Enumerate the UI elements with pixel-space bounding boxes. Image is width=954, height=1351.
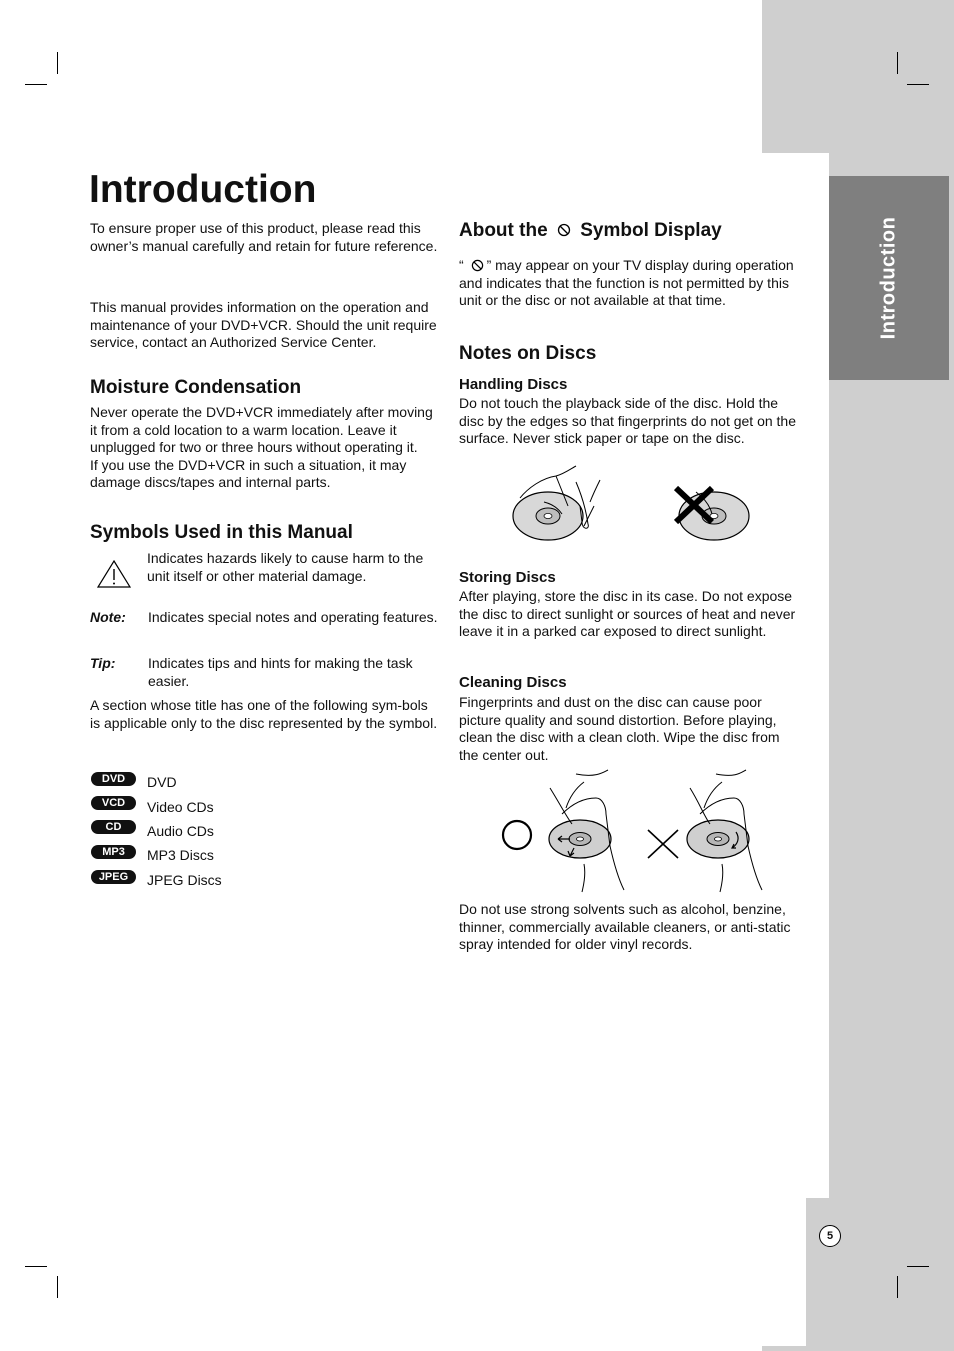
cd-label: Audio CDs [147, 823, 214, 839]
dvd-badge: DVD [91, 772, 136, 786]
intro-paragraph-2: This manual provides information on the operation and maintenance of your DVD+VCR. Should the unit require service, contact an Authorized Service Center. [90, 299, 437, 350]
about-heading-start: About the [459, 220, 548, 241]
side-panel-strip [762, 1346, 954, 1351]
correct-circle-icon [503, 821, 531, 849]
cleaning-heading: Cleaning Discs [459, 674, 567, 691]
crop-mark [907, 84, 929, 85]
about-open-quote: “ [459, 257, 464, 273]
tip-description: Indicates tips and hints for making the task easier. [148, 655, 413, 689]
correct-hold-disc [513, 466, 600, 540]
correct-cleaning-disc [549, 770, 624, 892]
crop-mark [25, 1266, 47, 1267]
cd-badge: CD [91, 820, 136, 834]
storing-body: After playing, store the disc in its case. Do not expose the disc to direct sunlight or sources of heat and never leave it in a parked car exposed to direct sunlight. [459, 588, 796, 639]
about-body-text: ” may appear on your TV display during operation and indicates that the function is not permitted by this unit or the disc or not available at that time. [459, 257, 794, 308]
solvent-warning: Do not use strong solvents such as alcohol, benzine, thinner, commercially available cleaners, or anti-static spray intended for older vinyl records. [459, 901, 791, 952]
side-panel-bottom [806, 1198, 954, 1351]
crop-mark [897, 1276, 898, 1298]
prohibited-symbol-icon [471, 259, 484, 272]
vcd-label: Video CDs [147, 799, 214, 815]
warning-triangle-icon [96, 559, 132, 589]
prohibited-symbol-icon [557, 223, 571, 237]
storing-heading: Storing Discs [459, 569, 556, 586]
tip-label: Tip: [90, 655, 116, 671]
crop-mark [907, 1266, 929, 1267]
crop-mark [57, 52, 58, 74]
about-heading-end: Symbol Display [580, 220, 722, 241]
mp3-label: MP3 Discs [147, 847, 214, 863]
incorrect-hold-disc [676, 488, 749, 540]
dvd-label: DVD [147, 774, 177, 790]
handling-heading: Handling Discs [459, 376, 568, 393]
warning-description: Indicates hazards likely to cause harm to the unit itself or other material damage. [147, 550, 424, 584]
mp3-badge: MP3 [91, 845, 136, 859]
disc-symbol-explanation: A section whose title has one of the following sym-bols is applicable only to the disc represented by the symbol. [90, 697, 438, 731]
page-title: Introduction [89, 168, 317, 211]
crop-mark [57, 1276, 58, 1298]
section-tab-label: Introduction [877, 216, 900, 340]
section-tab [829, 176, 949, 380]
jpeg-badge: JPEG [91, 870, 136, 884]
crop-mark [897, 52, 898, 74]
moisture-heading: Moisture Condensation [90, 377, 302, 398]
handling-body: Do not touch the playback side of the disc. Hold the disc by the edges so that fingerprints do not get on the surface. Never stick paper or tape on the disc. [459, 395, 796, 446]
page-number: 5 [819, 1225, 841, 1247]
vcd-badge: VCD [91, 796, 136, 810]
incorrect-cleaning-disc [687, 770, 762, 892]
incorrect-x-icon [648, 830, 678, 858]
about-symbol-heading [459, 220, 722, 242]
disc-cleaning-illustration [500, 768, 772, 896]
disc-handling-illustration [500, 462, 770, 547]
note-label: Note: [90, 609, 126, 625]
jpeg-label: JPEG Discs [147, 872, 222, 888]
cleaning-body: Fingerprints and dust on the disc can cause poor picture quality and sound distortion. Before playing, clean the disc with a clean cloth. Wipe the disc from the center out. [459, 694, 780, 763]
symbols-heading: Symbols Used in this Manual [90, 522, 353, 543]
about-symbol-body [459, 257, 795, 310]
notes-heading: Notes on Discs [459, 343, 597, 364]
side-panel-top [762, 0, 954, 153]
note-description: Indicates special notes and operating features. [148, 609, 438, 625]
intro-paragraph-1: To ensure proper use of this product, please read this owner’s manual carefully and retain for future reference. [90, 220, 438, 254]
crop-mark [25, 84, 47, 85]
moisture-body: Never operate the DVD+VCR immediately after moving it from a cold location to a warm location. Leave it unplugged for two or three hours without operating it. If you use the DVD+VCR in such a situation, it may damage discs/tapes and internal parts. [90, 404, 433, 490]
